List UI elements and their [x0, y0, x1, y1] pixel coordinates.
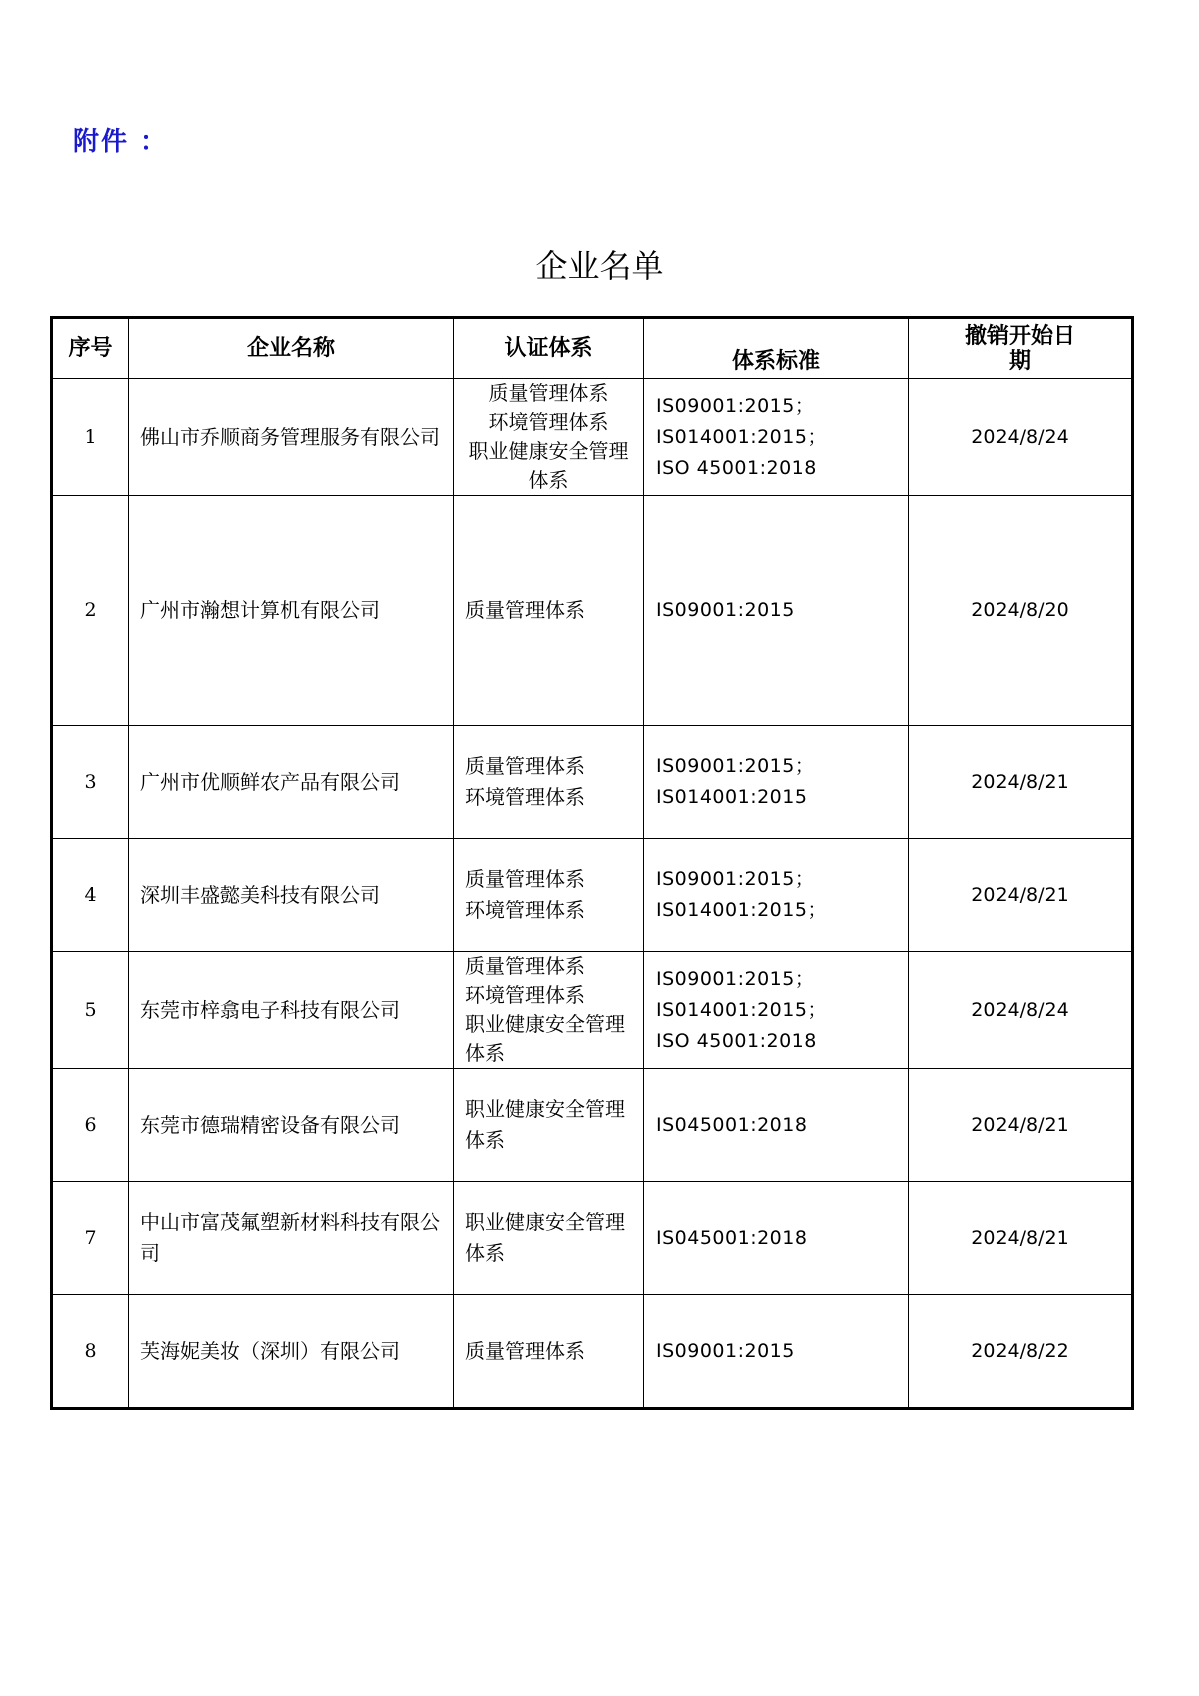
row-system	[454, 952, 644, 1069]
system-line: 环境管理体系	[465, 898, 585, 922]
row-name-text: 东莞市德瑞精密设备有限公司	[140, 1112, 400, 1137]
standard-line: ISO 45001:2018	[656, 456, 817, 479]
header-system: 认证体系	[454, 318, 644, 379]
row-name-text: 中山市富茂氟塑新材料科技有限公司	[140, 1210, 440, 1265]
row-name	[129, 1069, 454, 1182]
row-system	[454, 1182, 644, 1295]
system-line: 质量管理体系	[465, 954, 585, 978]
row-system	[454, 839, 644, 952]
system-line: 环境管理体系	[488, 410, 609, 434]
system-line: 体系	[528, 468, 569, 492]
row-seq: 2	[52, 496, 129, 726]
table-row	[52, 496, 1133, 726]
header-seq: 序号	[52, 318, 129, 379]
row-standard	[644, 839, 909, 952]
header-name: 企业名称	[129, 318, 454, 379]
row-date: 2024/8/21	[909, 1182, 1133, 1295]
row-name	[129, 1182, 454, 1295]
system-line: 环境管理体系	[465, 983, 585, 1007]
row-seq: 3	[52, 726, 129, 839]
system-line: 质量管理体系	[465, 598, 585, 622]
system-line: 环境管理体系	[465, 785, 585, 809]
row-name-text: 深圳丰盛懿美科技有限公司	[140, 882, 380, 907]
row-system	[454, 726, 644, 839]
row-name	[129, 952, 454, 1069]
row-standard	[644, 952, 909, 1069]
row-date: 2024/8/20	[909, 496, 1133, 726]
standard-line: IS014001:2015	[656, 786, 808, 808]
table-row	[52, 839, 1133, 952]
standard-line: ISO 45001:2018	[656, 1029, 817, 1052]
row-system	[454, 496, 644, 726]
standard-line: IS045001:2018	[656, 1226, 808, 1249]
row-seq: 4	[52, 839, 129, 952]
system-line: 体系	[465, 1241, 505, 1265]
header-date-line1: 撤销开始日	[964, 323, 1075, 349]
header-date	[909, 318, 1133, 379]
row-system	[454, 379, 644, 496]
row-date: 2024/8/22	[909, 1295, 1133, 1409]
standard-line: IS09001:2015；	[656, 394, 815, 417]
standard-line: IS014001:2015；	[656, 998, 827, 1021]
row-date: 2024/8/21	[909, 839, 1133, 952]
system-line: 职业健康安全管理	[468, 439, 629, 463]
standard-line: IS09001:2015	[656, 1339, 795, 1362]
table-header-row	[52, 318, 1133, 379]
header-date-line2: 期	[1008, 348, 1031, 374]
table-row	[52, 726, 1133, 839]
row-standard	[644, 496, 909, 726]
table-row	[52, 1069, 1133, 1182]
attachment-label: 附件 ：	[73, 127, 169, 157]
standard-line: IS09001:2015；	[656, 967, 815, 990]
system-line: 质量管理体系	[465, 867, 585, 891]
row-standard	[644, 1295, 909, 1409]
table-row	[52, 952, 1133, 1069]
row-standard	[644, 379, 909, 496]
standard-line: IS09001:2015	[656, 599, 795, 621]
table-row	[52, 379, 1133, 496]
row-name	[129, 726, 454, 839]
row-date: 2024/8/21	[909, 726, 1133, 839]
row-date: 2024/8/21	[909, 1069, 1133, 1182]
system-line: 职业健康安全管理	[465, 1097, 625, 1121]
standard-line: IS045001:2018	[656, 1113, 808, 1136]
standard-line: IS014001:2015；	[656, 899, 827, 921]
row-name-text: 佛山市乔顺商务管理服务有限公司	[140, 424, 440, 449]
table-row	[52, 1295, 1133, 1409]
standard-line: IS09001:2015；	[656, 755, 815, 777]
row-date: 2024/8/24	[909, 379, 1133, 496]
row-system	[454, 1295, 644, 1409]
system-line: 体系	[465, 1128, 505, 1152]
row-seq: 7	[52, 1182, 129, 1295]
system-line: 职业健康安全管理	[465, 1012, 625, 1036]
row-name	[129, 1295, 454, 1409]
row-standard	[644, 726, 909, 839]
enterprise-table-wrapper	[50, 316, 1131, 1410]
standard-line: IS014001:2015；	[656, 425, 827, 448]
row-seq: 1	[52, 379, 129, 496]
row-standard	[644, 1069, 909, 1182]
row-name	[129, 379, 454, 496]
enterprise-table	[50, 316, 1134, 1410]
table-row	[52, 1182, 1133, 1295]
system-line: 质量管理体系	[465, 754, 585, 778]
system-line: 质量管理体系	[488, 381, 609, 405]
system-line: 体系	[465, 1041, 505, 1065]
row-name-text: 广州市瀚想计算机有限公司	[140, 598, 380, 622]
row-name	[129, 496, 454, 726]
system-line: 质量管理体系	[465, 1338, 585, 1363]
row-standard	[644, 1182, 909, 1295]
standard-line: IS09001:2015；	[656, 868, 815, 890]
row-name-text: 广州市优顺鲜农产品有限公司	[140, 769, 400, 794]
row-date: 2024/8/24	[909, 952, 1133, 1069]
row-seq: 8	[52, 1295, 129, 1409]
row-name	[129, 839, 454, 952]
row-name-text: 东莞市梓翕电子科技有限公司	[140, 997, 400, 1022]
document-title: 企业名单	[535, 247, 664, 285]
row-name-text: 芙海妮美妆（深圳）有限公司	[140, 1338, 400, 1363]
header-standard: 体系标准	[644, 318, 909, 379]
system-line: 职业健康安全管理	[465, 1210, 625, 1234]
row-seq: 6	[52, 1069, 129, 1182]
row-seq: 5	[52, 952, 129, 1069]
row-system	[454, 1069, 644, 1182]
